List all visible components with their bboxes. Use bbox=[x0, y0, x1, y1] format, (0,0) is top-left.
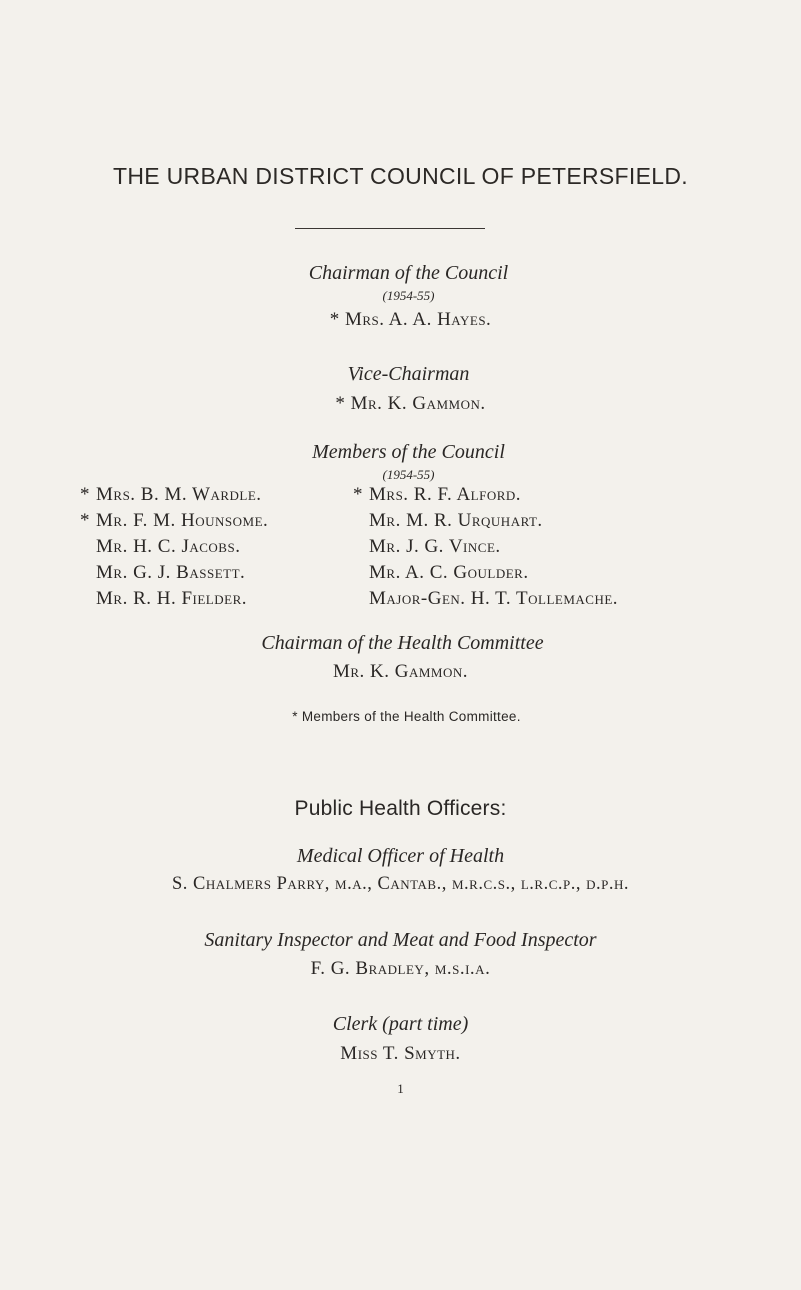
member-name: Mr. M. R. Urquhart. bbox=[369, 510, 543, 531]
member-left-3 bbox=[80, 536, 240, 558]
members-year: (1954-55) bbox=[382, 467, 435, 482]
medical-officer-name: S. Chalmers Parry, m.a., Cantab., m.r.c.s., l.r.c.p., d.p.h. bbox=[172, 874, 629, 894]
member-left-2 bbox=[80, 510, 268, 532]
member-name: Mr. A. C. Goulder. bbox=[369, 562, 529, 583]
footnote-line bbox=[0, 709, 801, 724]
member-right-2 bbox=[353, 510, 543, 532]
member-name: Major-Gen. H. T. Tollemache. bbox=[369, 588, 619, 609]
health-committee-chairman: Mr. K. Gammon. bbox=[332, 661, 469, 682]
member-name: Mr. R. H. Fielder. bbox=[96, 588, 247, 609]
council-title: THE URBAN DISTRICT COUNCIL OF PETERSFIELD. bbox=[113, 163, 688, 189]
member-right-4 bbox=[353, 562, 529, 584]
page-number: 1 bbox=[397, 1081, 404, 1096]
member-name: Mrs. R. F. Alford. bbox=[369, 484, 522, 505]
member-left-1 bbox=[80, 484, 262, 506]
member-marker: * bbox=[80, 510, 90, 531]
member-left-5 bbox=[80, 588, 247, 610]
member-right-1 bbox=[353, 484, 521, 506]
member-left-4 bbox=[80, 562, 245, 584]
members-heading: Members of the Council bbox=[312, 441, 505, 463]
member-name: Mr. G. J. Bassett. bbox=[96, 562, 246, 583]
vice-chairman-heading: Vice-Chairman bbox=[347, 363, 470, 385]
medical-officer-title: Medical Officer of Health bbox=[296, 845, 505, 867]
member-name: Mr. H. C. Jacobs. bbox=[96, 536, 241, 557]
footnote-marker: * bbox=[292, 709, 298, 724]
clerk-title: Clerk (part time) bbox=[332, 1013, 469, 1035]
sanitary-inspector-title: Sanitary Inspector and Meat and Food Inspector bbox=[204, 929, 597, 951]
chairman-marker: * bbox=[329, 309, 340, 330]
chairman-year: (1954-55) bbox=[382, 288, 435, 303]
member-name: Mr. F. M. Hounsome. bbox=[96, 510, 269, 531]
member-marker: * bbox=[80, 484, 90, 505]
vice-chairman-name-line bbox=[0, 393, 801, 415]
member-name: Mr. J. G. Vince. bbox=[369, 536, 501, 557]
sanitary-inspector-name: F. G. Bradley, m.s.i.a. bbox=[310, 958, 491, 979]
member-right-3 bbox=[353, 536, 501, 558]
chairman-name: Mrs. A. A. Hayes. bbox=[344, 309, 492, 330]
vice-chairman-name: Mr. K. Gammon. bbox=[350, 393, 486, 414]
vice-chairman-marker: * bbox=[335, 393, 346, 414]
health-committee-heading: Chairman of the Health Committee bbox=[261, 632, 544, 654]
member-right-5 bbox=[353, 588, 618, 610]
title-divider bbox=[295, 228, 485, 229]
chairman-heading: Chairman of the Council bbox=[308, 262, 509, 284]
footnote-text: Members of the Health Committee. bbox=[301, 709, 521, 724]
clerk-name: Miss T. Smyth. bbox=[340, 1043, 461, 1064]
chairman-name-line bbox=[0, 309, 801, 331]
officers-heading: Public Health Officers: bbox=[294, 797, 507, 820]
member-name: Mrs. B. M. Wardle. bbox=[96, 484, 262, 505]
member-marker: * bbox=[353, 484, 363, 505]
